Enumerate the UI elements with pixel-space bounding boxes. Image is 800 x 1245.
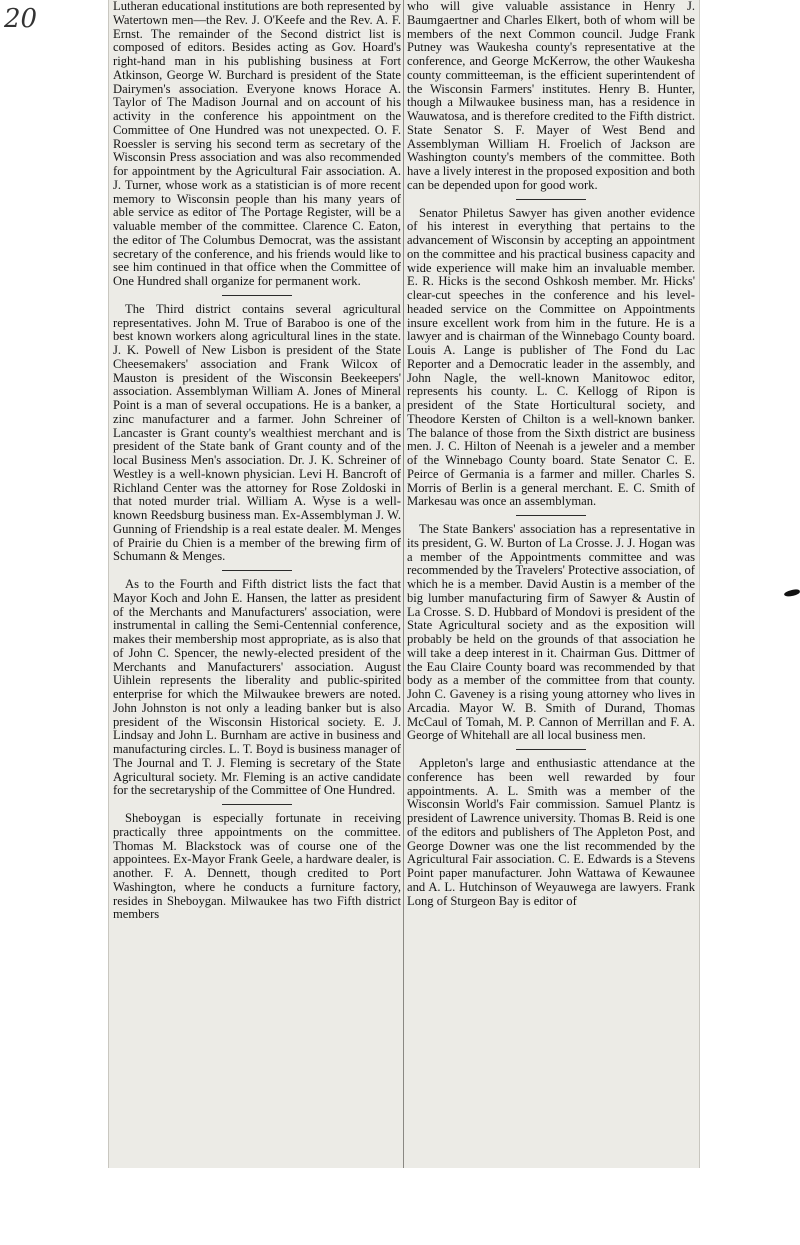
paragraph-fifth-district-cont: who will give valuable assistance in Henry J. Baumgaertner and Charles Elkert, both of whom will be members of the next Common council. Judge Frank Putney was Waukesha county's representative at the conference, and George McKerrow, the other Waukesha county committeeman, is the efficient superintendent of the Wisconsin Farmers' institutes. Henry B. Hunter, though a Milwaukee business man, has a residence in Wauwatosa, and is therefore credited to the Fifth district. State Senator S. F. Mayer of West Bend and Assemblyman William H. Froelich of Jackson are Washington county's members of the committee. Both have a lively interest in the proposed exposition and both can be depended upon for good work. [407, 0, 695, 192]
paragraph-appleton: Appleton's large and enthusiastic attendance at the conference has been well rewarded by four appointments. A. L. Smith was a member of the Wisconsin World's Fair commission. Samuel Plantz is president of Lawrence university. Thomas B. Reid is one of the editors and publishers of The Appleton Post, and George Downer was one the list recommended by the Agricultural Fair association. C. E. Edwards is a Stevens Point paper manufacturer. John Wattawa of Kewaunee and A. L. Hutchinson of Weyauwega are lawyers. Frank Long of Sturgeon Bay is editor of [407, 756, 695, 908]
paragraph-second-district: Lutheran educational institutions are both represented by Watertown men—the Rev. J. O'Keefe and the Rev. A. F. Ernst. The remainder of the Second district list is composed of editors. Besides acting as Gov. Hoard's right-hand man in his publishing business at Fort Atkinson, George W. Burchard is president of the State Dairymen's association. Everyone knows Horace A. Taylor of The Madison Journal and on account of his activity in the conference his appointment on the Committee of One Hundred was not unexpected. O. F. Roessler is serving his second term as secretary of the Wisconsin Press association and was also recommended for appointment by the Agricultural Fair association. A. J. Turner, whose work as a statistician is of more recent memory to Wisconsin people than his many years of able service as editor of The Portage Register, will be a valuable member of the committee. Clarence C. Eaton, the editor of The Columbus Democrat, was the assistant secretary of the conference, and his friends would like to see him continued in that office when the Committee of One Hundred shall organize for permanent work. [113, 0, 401, 288]
section-divider [516, 199, 586, 200]
paragraph-third-district: The Third district contains several agricultural representatives. John M. True of Baraboo is one of the best known workers along agricultural lines in the state. J. K. Powell of New Lisbon is president of the State Cheesemakers' association and Frank Wilcox of Mauston is president of the Wisconsin Beekeepers' association. Assemblyman William A. Jones of Mineral Point is a man of several occupations. He is a banker, a zinc manufacturer and a farmer. John Schreiner of Lancaster is Grant county's wealthiest merchant and is president of the State bank of Grant county and of the local Business Men's association. Dr. J. K. Schreiner of Westley is a well-known physician. Levi H. Bancroft of Richland Center was the attorney for Rose Zoldoski in that noted murder trial. William A. Wyse is a well-known Reedsburg business man. Ex-Assemblyman J. W. Gunning of Friendship is a real estate dealer. M. Menges of Prairie du Chien is a member of the brewing firm of Schumann & Menges. [113, 301, 401, 564]
ink-smudge [784, 588, 800, 597]
newspaper-clipping [108, 0, 700, 1168]
section-divider [516, 749, 586, 750]
section-divider [222, 295, 292, 296]
section-divider [516, 515, 586, 516]
left-column [113, 0, 401, 1168]
right-column [407, 0, 695, 1168]
paragraph-sheboygan: Sheboygan is especially fortunate in receiving practically three appointments on the committee. Thomas M. Blackstock was of course one of the appointees. Ex-Mayor Frank Geele, a hardware dealer, is another. F. A. Dennett, though credited to Port Washington, where he conducts a furniture factory, resides in Sheboygan. Milwaukee has two Fifth district members [113, 811, 401, 922]
paragraph-bankers: The State Bankers' association has a representative in its president, G. W. Burton of La Crosse. J. J. Hogan was a member of the Appointments committee and was recommended by the Travelers' Protective association, of which he is a member. David Austin is a member of the big lumber manufacturing firm of Sawyer & Austin of La Crosse. S. D. Hubbard of Mondovi is president of the State Agricultural society and as the exposition will probably be held on the grounds of that association he will take a deep interest in it. Chairman Gus. Dittmer of the Eau Claire County board was recommended by that body as a member of the committee from that county. John C. Gaveney is a rising young attorney who lives in Arcadia. Mayor W. B. Smith of Durand, Thomas McCaul of Tomah, M. P. Cannon of Merrillan and F. A. George of Whitehall are all local business men. [407, 522, 695, 743]
section-divider [222, 804, 292, 805]
page-number: 20 [4, 4, 38, 34]
paragraph-sixth-district: Senator Philetus Sawyer has given another evidence of his interest in everything that pertains to the advancement of Wisconsin by accepting an appointment on the committee and his practical business capacity and wide experience will make him an invaluable member. E. R. Hicks is the second Oshkosh member. Mr. Hicks' clear-cut speeches in the conference and his level-headed service on the Committee on Appointments insure excellent work from him in the future. He is a lawyer and is chairman of the Winnebago County board. Louis A. Lange is publisher of The Fond du Lac Reporter and a Democratic leader in the assembly, and John Nagle, the well-known Manitowoc editor, represents his county. L. C. Kellogg of Ripon is president of the State Horticultural society, and Theodore Kersten of Chilton is a well-known banker. The balance of those from the Sixth district are business men. J. C. Hilton of Neenah is a jeweler and a member of the Winnebago County board. State Senator C. E. Peirce of Germania is a farmer and miller. Charles S. Morris of Berlin is a general merchant. E. C. Smith of Markesau was once an assemblyman. [407, 205, 695, 509]
paragraph-fourth-fifth-district: As to the Fourth and Fifth district lists the fact that Mayor Koch and John E. Hansen, the latter as president of the Merchants and Manufacturers' association, were instrumental in calling the Semi-Centennial conference, makes their membership most appropriate, as is also that of John C. Spencer, the newly-elected president of the Merchants and Manufacturers' association. August Uihlein represents the liberality and public-spirited enterprise for which the Milwaukee brewers are noted. John Johnston is not only a leading banker but is also president of the Wisconsin Historical society. E. J. Lindsay and John L. Burnham are active in business and manufacturing circles. L. T. Boyd is business manager of The Journal and T. J. Fleming is secretary of the State Agricultural society. Mr. Fleming is an active candidate for the secretaryship of the Committee of One Hundred. [113, 577, 401, 798]
section-divider [222, 570, 292, 571]
column-rule [403, 0, 404, 1168]
